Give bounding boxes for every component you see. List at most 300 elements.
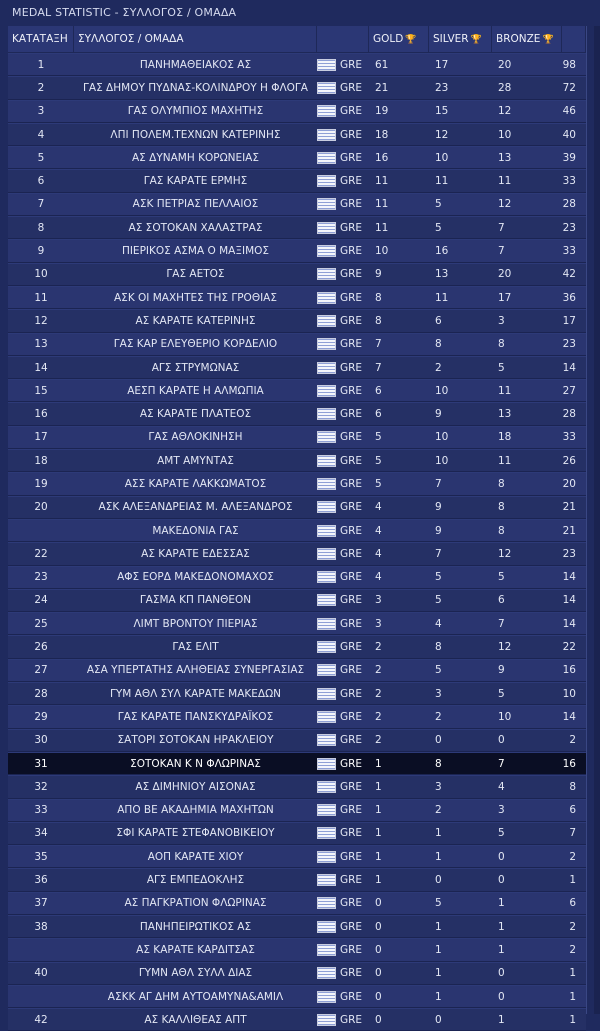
bronze-cell: 5: [492, 356, 562, 379]
silver-cell: 1: [429, 962, 492, 985]
club-name-cell[interactable]: ΜΑΚΕΔΟΝΙΑ ΓΑΣ: [74, 519, 317, 542]
gold-cell: 0: [369, 938, 429, 961]
gold-cell: 11: [369, 216, 429, 239]
greece-flag-icon: [317, 198, 336, 210]
bronze-cell: 12: [492, 635, 562, 658]
country-code: GRE: [340, 1013, 363, 1026]
rank-cell: 5: [8, 146, 74, 169]
club-name-cell[interactable]: ΓΥΜ ΑΘΛ ΣΥΛ ΚΑΡΑΤΕ ΜΑΚΕΔΩΝ: [74, 682, 317, 705]
gold-cell: 7: [369, 333, 429, 356]
rank-cell: 10: [8, 263, 74, 286]
silver-cell: 9: [429, 496, 492, 519]
bronze-cell: 3: [492, 309, 562, 332]
total-cell: 23: [562, 216, 586, 239]
greece-flag-icon: [317, 525, 336, 537]
total-cell: 14: [562, 566, 586, 589]
total-cell: 39: [562, 146, 586, 169]
total-cell: 36: [562, 286, 586, 309]
rank-cell: [8, 519, 74, 542]
country-cell: [317, 938, 369, 961]
header-silver-label: SILVER: [433, 33, 469, 45]
header-rank[interactable]: ΚΑΤΑΤΑΞΗ: [8, 26, 74, 53]
club-name-cell[interactable]: ΑΓΣ ΕΜΠΕΔΟΚΛΗΣ: [74, 868, 317, 891]
country-code: GRE: [340, 431, 363, 444]
table-row[interactable]: [8, 100, 586, 123]
gold-cell: 21: [369, 76, 429, 99]
silver-cell: 12: [429, 123, 492, 146]
club-name-cell[interactable]: ΑΣ ΚΑΛΛΙΘΕΑΣ ΑΠΤ: [74, 1008, 317, 1031]
header-bronze-label: BRONZE: [496, 33, 541, 45]
gold-cell: 4: [369, 566, 429, 589]
club-name-cell[interactable]: ΣΦΙ ΚΑΡΑΤΕ ΣΤΕΦΑΝΟΒΙΚΕΙΟΥ: [74, 822, 317, 845]
total-cell: 23: [562, 542, 586, 565]
greece-flag-icon: [317, 594, 336, 606]
table-row[interactable]: [8, 1008, 586, 1031]
silver-cell: 3: [429, 775, 492, 798]
gold-cell: 2: [369, 635, 429, 658]
country-cell: [317, 193, 369, 216]
rank-cell: 26: [8, 635, 74, 658]
table-row[interactable]: [8, 286, 586, 309]
club-name-cell[interactable]: ΑΓΣ ΣΤΡΥΜΩΝΑΣ: [74, 356, 317, 379]
gold-cell: 3: [369, 589, 429, 612]
country-cell: [317, 286, 369, 309]
silver-cell: 1: [429, 915, 492, 938]
club-name-cell[interactable]: ΑΣΚΚ ΑΓ ΔΗΜ ΑΥΤΟΑΜΥΝΑ&ΑΜΙΛ: [74, 985, 317, 1008]
country-code: GRE: [340, 594, 363, 607]
gold-cell: 0: [369, 962, 429, 985]
table-row[interactable]: [8, 239, 586, 262]
silver-cell: 11: [429, 169, 492, 192]
gold-cell: 1: [369, 845, 429, 868]
greece-flag-icon: [317, 105, 336, 117]
total-cell: 16: [562, 659, 586, 682]
table-row[interactable]: [8, 682, 586, 705]
scrollbar[interactable]: [594, 26, 600, 1014]
country-cell: [317, 985, 369, 1008]
club-name-cell[interactable]: ΑΦΣ ΕΟΡΔ ΜΑΚΕΔΟΝΟΜΑΧΟΣ: [74, 566, 317, 589]
table-row[interactable]: [8, 356, 586, 379]
country-cell: [317, 76, 369, 99]
table-row[interactable]: [8, 472, 586, 495]
gold-cell: 4: [369, 496, 429, 519]
gold-trophy-icon: 🏆: [405, 35, 417, 45]
country-code: GRE: [340, 384, 363, 397]
table-row[interactable]: [8, 635, 586, 658]
club-name-cell[interactable]: ΑΜΤ ΑΜΥΝΤΑΣ: [74, 449, 317, 472]
club-name-cell[interactable]: ΓΥΜΝ ΑΘΛ ΣΥΛΛ ΔΙΑΣ: [74, 962, 317, 985]
table-row[interactable]: [8, 496, 586, 519]
table-row[interactable]: [8, 193, 586, 216]
club-name-cell[interactable]: ΑΟΠ ΚΑΡΑΤΕ ΧΙΟΥ: [74, 845, 317, 868]
table-row[interactable]: [8, 123, 586, 146]
header-bronze[interactable]: [492, 26, 562, 53]
country-cell: [317, 915, 369, 938]
club-name-cell[interactable]: ΓΑΣ ΕΛΙΤ: [74, 635, 317, 658]
total-cell: 2: [562, 729, 586, 752]
page-title: MEDAL STATISTIC - ΣΥΛΛΟΓΟΣ / ΟΜΑΔΑ: [12, 6, 237, 19]
total-cell: 14: [562, 356, 586, 379]
table-row[interactable]: [8, 938, 586, 961]
rank-cell: 38: [8, 915, 74, 938]
country-code: GRE: [340, 361, 363, 374]
gold-cell: 5: [369, 449, 429, 472]
table-row[interactable]: [8, 705, 586, 728]
club-name-cell[interactable]: ΣΟΤΟΚΑΝ Κ Ν ΦΛΩΡΙΝΑΣ: [74, 752, 317, 775]
country-cell: [317, 426, 369, 449]
country-cell: [317, 100, 369, 123]
total-cell: 2: [562, 845, 586, 868]
club-name-cell[interactable]: ΓΑΣ ΔΗΜΟΥ ΠΥΔΝΑΣ-ΚΟΛΙΝΔΡΟΥ Η ΦΛΟΓΑ: [74, 76, 317, 99]
table-row[interactable]: [8, 309, 586, 332]
total-cell: 27: [562, 379, 586, 402]
country-cell: [317, 519, 369, 542]
table-row[interactable]: [8, 868, 586, 891]
gold-cell: 1: [369, 752, 429, 775]
club-name-cell[interactable]: ΓΑΣΜΑ ΚΠ ΠΑΝΘΕΟΝ: [74, 589, 317, 612]
rank-cell: 37: [8, 892, 74, 915]
total-cell: 26: [562, 449, 586, 472]
rank-cell: [8, 985, 74, 1008]
country-cell: [317, 542, 369, 565]
club-name-cell[interactable]: ΑΣΑ ΥΠΕΡΤΑΤΗΣ ΑΛΗΘΕΙΑΣ ΣΥΝΕΡΓΑΣΙΑΣ: [74, 659, 317, 682]
club-name-cell[interactable]: ΑΣ ΚΑΡΑΤΕ ΕΔΕΣΣΑΣ: [74, 542, 317, 565]
club-name-cell[interactable]: ΑΣΚ ΟΙ ΜΑΧΗΤΕΣ ΤΗΣ ΓΡΟΘΙΑΣ: [74, 286, 317, 309]
country-cell: [317, 216, 369, 239]
country-code: GRE: [340, 128, 363, 141]
gold-cell: 6: [369, 402, 429, 425]
table-row[interactable]: [8, 962, 586, 985]
country-cell: [317, 822, 369, 845]
rank-cell: 36: [8, 868, 74, 891]
bronze-cell: 28: [492, 76, 562, 99]
bronze-cell: 20: [492, 263, 562, 286]
greece-flag-icon: [317, 827, 336, 839]
gold-cell: 7: [369, 356, 429, 379]
rank-cell: 28: [8, 682, 74, 705]
club-name-cell[interactable]: ΓΑΣ ΑΘΛΟΚΙΝΗΣΗ: [74, 426, 317, 449]
greece-flag-icon: [317, 991, 336, 1003]
rank-cell: 33: [8, 799, 74, 822]
club-name-cell[interactable]: ΑΣΚ ΠΕΤΡΙΑΣ ΠΕΛΛΑΙΟΣ: [74, 193, 317, 216]
silver-cell: 2: [429, 705, 492, 728]
total-cell: 2: [562, 915, 586, 938]
table-row[interactable]: [8, 263, 586, 286]
silver-cell: 11: [429, 286, 492, 309]
club-name-cell[interactable]: ΓΑΣ ΟΛΥΜΠΙΟΣ ΜΑΧΗΤΗΣ: [74, 100, 317, 123]
header-total: [562, 26, 586, 53]
gold-cell: 1: [369, 822, 429, 845]
table-row[interactable]: [8, 589, 586, 612]
total-cell: 98: [562, 53, 586, 76]
country-code: GRE: [340, 477, 363, 490]
table-row[interactable]: [8, 845, 586, 868]
club-name-cell[interactable]: ΛΙΜΤ ΒΡΟΝΤΟΥ ΠΙΕΡΙΑΣ: [74, 612, 317, 635]
country-cell: [317, 612, 369, 635]
country-cell: [317, 496, 369, 519]
greece-flag-icon: [317, 664, 336, 676]
country-cell: [317, 123, 369, 146]
silver-cell: 1: [429, 938, 492, 961]
country-cell: [317, 659, 369, 682]
bronze-cell: 7: [492, 239, 562, 262]
country-cell: [317, 146, 369, 169]
country-cell: [317, 752, 369, 775]
bronze-cell: 1: [492, 915, 562, 938]
total-cell: 42: [562, 263, 586, 286]
country-cell: [317, 799, 369, 822]
club-name-cell[interactable]: ΑΠΟ ΒΕ ΑΚΑΔΗΜΙΑ ΜΑΧΗΤΩΝ: [74, 799, 317, 822]
bronze-cell: 12: [492, 542, 562, 565]
club-name-cell[interactable]: ΣΑΤΟΡΙ ΣΟΤΟΚΑΝ ΗΡΑΚΛΕΙΟΥ: [74, 729, 317, 752]
total-cell: 33: [562, 426, 586, 449]
bronze-cell: 10: [492, 123, 562, 146]
silver-cell: 4: [429, 612, 492, 635]
total-cell: 6: [562, 892, 586, 915]
table-row[interactable]: [8, 216, 586, 239]
country-code: GRE: [340, 734, 363, 747]
greece-flag-icon: [317, 478, 336, 490]
club-name-cell[interactable]: ΓΑΣ ΚΑΡ ΕΛΕΥΘΕΡΙΟ ΚΟΡΔΕΛΙΟ: [74, 333, 317, 356]
silver-cell: 10: [429, 449, 492, 472]
silver-trophy-icon: 🏆: [470, 35, 482, 45]
table-row[interactable]: [8, 612, 586, 635]
country-code: GRE: [340, 710, 363, 723]
gold-cell: 0: [369, 892, 429, 915]
country-cell: [317, 705, 369, 728]
country-code: GRE: [340, 524, 363, 537]
country-code: GRE: [340, 58, 363, 71]
country-code: GRE: [340, 338, 363, 351]
rank-cell: 18: [8, 449, 74, 472]
table-row[interactable]: [8, 892, 586, 915]
bronze-cell: 10: [492, 705, 562, 728]
country-code: GRE: [340, 547, 363, 560]
header-club[interactable]: ΣΥΛΛΟΓΟΣ / ΟΜΑΔΑ: [74, 26, 317, 53]
country-code: GRE: [340, 967, 363, 980]
table-row[interactable]: [8, 76, 586, 99]
country-cell: [317, 1008, 369, 1031]
rank-cell: 25: [8, 612, 74, 635]
bronze-trophy-icon: 🏆: [542, 35, 554, 45]
club-name-cell[interactable]: ΓΑΣ ΚΑΡΑΤΕ ΠΑΝΣΚΥΔΡΑΪΚΟΣ: [74, 705, 317, 728]
table-row[interactable]: [8, 752, 586, 775]
silver-cell: 5: [429, 566, 492, 589]
bronze-cell: 8: [492, 496, 562, 519]
gold-cell: 9: [369, 263, 429, 286]
country-code: GRE: [340, 687, 363, 700]
total-cell: 28: [562, 402, 586, 425]
greece-flag-icon: [317, 362, 336, 374]
bronze-cell: 13: [492, 402, 562, 425]
total-cell: 6: [562, 799, 586, 822]
table-row[interactable]: [8, 146, 586, 169]
rank-cell: 22: [8, 542, 74, 565]
header-country: [317, 26, 369, 53]
bronze-cell: 0: [492, 845, 562, 868]
club-name-cell[interactable]: ΑΣ ΔΙΜΗΝΙΟΥ ΑΙΣΟΝΑΣ: [74, 775, 317, 798]
total-cell: 16: [562, 752, 586, 775]
greece-flag-icon: [317, 292, 336, 304]
rank-cell: 17: [8, 426, 74, 449]
country-cell: [317, 635, 369, 658]
club-name-cell[interactable]: ΑΣΚ ΑΛΕΞΑΝΔΡΕΙΑΣ Μ. ΑΛΕΞΑΝΔΡΟΣ: [74, 496, 317, 519]
club-name-cell[interactable]: ΠΙΕΡΙΚΟΣ ΑΣΜΑ Ο ΜΑΞΙΜΟΣ: [74, 239, 317, 262]
bronze-cell: 5: [492, 566, 562, 589]
country-code: GRE: [340, 827, 363, 840]
club-name-cell[interactable]: ΠΑΝΗΜΑΘΕΙΑΚΟΣ ΑΣ: [74, 53, 317, 76]
country-cell: [317, 775, 369, 798]
table-row[interactable]: [8, 53, 586, 76]
table-row[interactable]: [8, 915, 586, 938]
table-row[interactable]: [8, 566, 586, 589]
table-row[interactable]: [8, 379, 586, 402]
rank-cell: 7: [8, 193, 74, 216]
greece-flag-icon: [317, 82, 336, 94]
total-cell: 33: [562, 239, 586, 262]
rank-cell: 16: [8, 402, 74, 425]
greece-flag-icon: [317, 851, 336, 863]
rank-cell: 40: [8, 962, 74, 985]
total-cell: 21: [562, 519, 586, 542]
table-row[interactable]: [8, 799, 586, 822]
rank-cell: 12: [8, 309, 74, 332]
silver-cell: 8: [429, 635, 492, 658]
total-cell: 1: [562, 868, 586, 891]
greece-flag-icon: [317, 222, 336, 234]
silver-cell: 17: [429, 53, 492, 76]
rank-cell: 9: [8, 239, 74, 262]
greece-flag-icon: [317, 734, 336, 746]
greece-flag-icon: [317, 175, 336, 187]
club-name-cell[interactable]: ΑΣ ΚΑΡΑΤΕ ΚΑΤΕΡΙΝΗΣ: [74, 309, 317, 332]
country-code: GRE: [340, 780, 363, 793]
rank-cell: [8, 938, 74, 961]
table-row[interactable]: [8, 519, 586, 542]
silver-cell: 15: [429, 100, 492, 123]
table-row[interactable]: [8, 333, 586, 356]
country-cell: [317, 868, 369, 891]
rank-cell: 8: [8, 216, 74, 239]
country-cell: [317, 53, 369, 76]
silver-cell: 7: [429, 472, 492, 495]
country-code: GRE: [340, 454, 363, 467]
greece-flag-icon: [317, 781, 336, 793]
silver-cell: 8: [429, 333, 492, 356]
silver-cell: 16: [429, 239, 492, 262]
bronze-cell: 8: [492, 472, 562, 495]
country-code: GRE: [340, 408, 363, 421]
country-cell: [317, 449, 369, 472]
club-name-cell[interactable]: ΓΑΣ ΑΕΤΟΣ: [74, 263, 317, 286]
gold-cell: 0: [369, 985, 429, 1008]
silver-cell: 3: [429, 682, 492, 705]
gold-cell: 1: [369, 799, 429, 822]
table-row[interactable]: [8, 542, 586, 565]
header-silver[interactable]: [429, 26, 492, 53]
table-row[interactable]: [8, 402, 586, 425]
total-cell: 20: [562, 472, 586, 495]
country-code: GRE: [340, 105, 363, 118]
total-cell: 22: [562, 635, 586, 658]
country-code: GRE: [340, 291, 363, 304]
country-cell: [317, 333, 369, 356]
total-cell: 46: [562, 100, 586, 123]
club-name-cell[interactable]: ΑΣ ΣΟΤΟΚΑΝ ΧΑΛΑΣΤΡΑΣ: [74, 216, 317, 239]
bronze-cell: 20: [492, 53, 562, 76]
silver-cell: 10: [429, 426, 492, 449]
country-code: GRE: [340, 804, 363, 817]
country-cell: [317, 472, 369, 495]
greece-flag-icon: [317, 338, 336, 350]
greece-flag-icon: [317, 967, 336, 979]
country-cell: [317, 379, 369, 402]
total-cell: 23: [562, 333, 586, 356]
country-code: GRE: [340, 198, 363, 211]
rank-cell: 19: [8, 472, 74, 495]
table-row[interactable]: [8, 822, 586, 845]
club-name-cell[interactable]: ΑΣ ΔΥΝΑΜΗ ΚΟΡΩΝΕΙΑΣ: [74, 146, 317, 169]
silver-cell: 2: [429, 356, 492, 379]
gold-cell: 8: [369, 309, 429, 332]
country-code: GRE: [340, 151, 363, 164]
country-cell: [317, 309, 369, 332]
club-name-cell[interactable]: ΑΣ ΚΑΡΑΤΕ ΠΛΑΤΕΟΣ: [74, 402, 317, 425]
club-name-cell[interactable]: ΓΑΣ ΚΑΡΑΤΕ ΕΡΜΗΣ: [74, 169, 317, 192]
club-name-cell[interactable]: ΠΑΝΗΠΕΙΡΩΤΙΚΟΣ ΑΣ: [74, 915, 317, 938]
gold-cell: 1: [369, 775, 429, 798]
rank-cell: 23: [8, 566, 74, 589]
table-row[interactable]: [8, 775, 586, 798]
header-gold[interactable]: [369, 26, 429, 53]
silver-cell: 8: [429, 752, 492, 775]
greece-flag-icon: [317, 501, 336, 513]
silver-cell: 5: [429, 589, 492, 612]
club-name-cell[interactable]: ΑΣΣ ΚΑΡΑΤΕ ΛΑΚΚΩΜΑΤΟΣ: [74, 472, 317, 495]
rank-cell: 11: [8, 286, 74, 309]
country-code: GRE: [340, 268, 363, 281]
total-cell: 17: [562, 309, 586, 332]
table-row[interactable]: [8, 985, 586, 1008]
greece-flag-icon: [317, 897, 336, 909]
club-name-cell[interactable]: ΑΣ ΠΑΓΚΡΑΤΙΟΝ ΦΛΩΡΙΝΑΣ: [74, 892, 317, 915]
club-name-cell[interactable]: ΑΕΣΠ ΚΑΡΑΤΕ Η ΑΛΜΩΠΙΑ: [74, 379, 317, 402]
gold-cell: 16: [369, 146, 429, 169]
table-row[interactable]: [8, 426, 586, 449]
gold-cell: 5: [369, 472, 429, 495]
silver-cell: 5: [429, 193, 492, 216]
total-cell: 8: [562, 775, 586, 798]
country-code: GRE: [340, 314, 363, 327]
club-name-cell[interactable]: ΛΠΙ ΠΟΛΕΜ.ΤΕΧΝΩΝ ΚΑΤΕΡΙΝΗΣ: [74, 123, 317, 146]
bronze-cell: 7: [492, 216, 562, 239]
table-row[interactable]: [8, 169, 586, 192]
gold-cell: 11: [369, 193, 429, 216]
table-row[interactable]: [8, 729, 586, 752]
silver-cell: 1: [429, 985, 492, 1008]
total-cell: 1: [562, 985, 586, 1008]
rank-cell: 30: [8, 729, 74, 752]
total-cell: 40: [562, 123, 586, 146]
table-row[interactable]: [8, 449, 586, 472]
country-cell: [317, 263, 369, 286]
country-code: GRE: [340, 221, 363, 234]
silver-cell: 2: [429, 799, 492, 822]
silver-cell: 10: [429, 379, 492, 402]
club-name-cell[interactable]: ΑΣ ΚΑΡΑΤΕ ΚΑΡΔΙΤΣΑΣ: [74, 938, 317, 961]
table-row[interactable]: [8, 659, 586, 682]
silver-cell: 9: [429, 402, 492, 425]
